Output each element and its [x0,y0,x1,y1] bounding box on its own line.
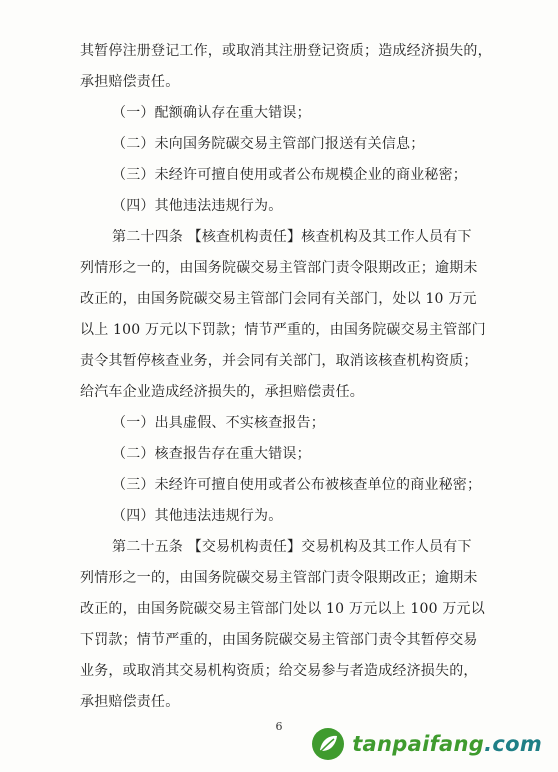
watermark-text-main: tanpaifang [352,732,485,756]
site-watermark [310,724,542,764]
paragraph-line: 下罚款；情节严重的，由国务院碳交易主管部门责令其暂停交易 [80,632,478,648]
list-item: （一）出具虚假、不实核查报告； [112,415,325,431]
article-heading-line: 第二十四条 【核查机构责任】核查机构及其工作人员有下 [112,229,472,245]
paragraph-line: 责令其暂停核查业务，并会同有关部门，取消该核查机构资质； [80,353,478,369]
document-body [80,36,500,718]
list-item: （二）未向国务院碳交易主管部门报送有关信息； [112,136,425,152]
list-item: （四）其他违法违规行为。 [112,508,283,524]
list-item: （一）配额确认存在重大错误； [112,105,311,121]
list-item: （二）核查报告存在重大错误； [112,446,311,462]
paragraph-line: 以上 100 万元以下罚款；情节严重的，由国务院碳交易主管部门 [80,322,486,338]
watermark-text-domain: .com [484,732,542,756]
article-heading-line: 第二十五条 【交易机构责任】交易机构及其工作人员有下 [112,539,472,555]
watermark-text [352,732,542,756]
paragraph-line: 给汽车企业造成经济损失的，承担赔偿责任。 [80,384,364,400]
paragraph-line: 列情形之一的，由国务院碳交易主管部门责令限期改正；逾期未 [80,260,478,276]
paragraph-line: 承担赔偿责任。 [80,694,180,710]
list-item: （三）未经许可擅自使用或者公布被核查单位的商业秘密； [112,477,482,493]
paragraph-line: 承担赔偿责任。 [80,74,180,90]
paragraph-line: 改正的，由国务院碳交易主管部门会同有关部门，处以 10 万元 [80,291,477,307]
list-item: （三）未经许可擅自使用或者公布规模企业的商业秘密； [112,167,467,183]
list-item: （四）其他违法违规行为。 [112,198,283,214]
paragraph-line: 其暂停注册登记工作，或取消其注册登记资质；造成经济损失的， [80,43,492,59]
page-number: 6 [275,720,283,733]
paragraph-line: 业务，或取消其交易机构资质；给交易参与者造成经济损失的， [80,663,478,679]
leaf-logo-icon [310,726,346,762]
paragraph-line: 列情形之一的，由国务院碳交易主管部门责令限期改正；逾期未 [80,570,478,586]
paragraph-line: 改正的，由国务院碳交易主管部门处以 10 万元以上 100 万元以 [80,601,485,617]
